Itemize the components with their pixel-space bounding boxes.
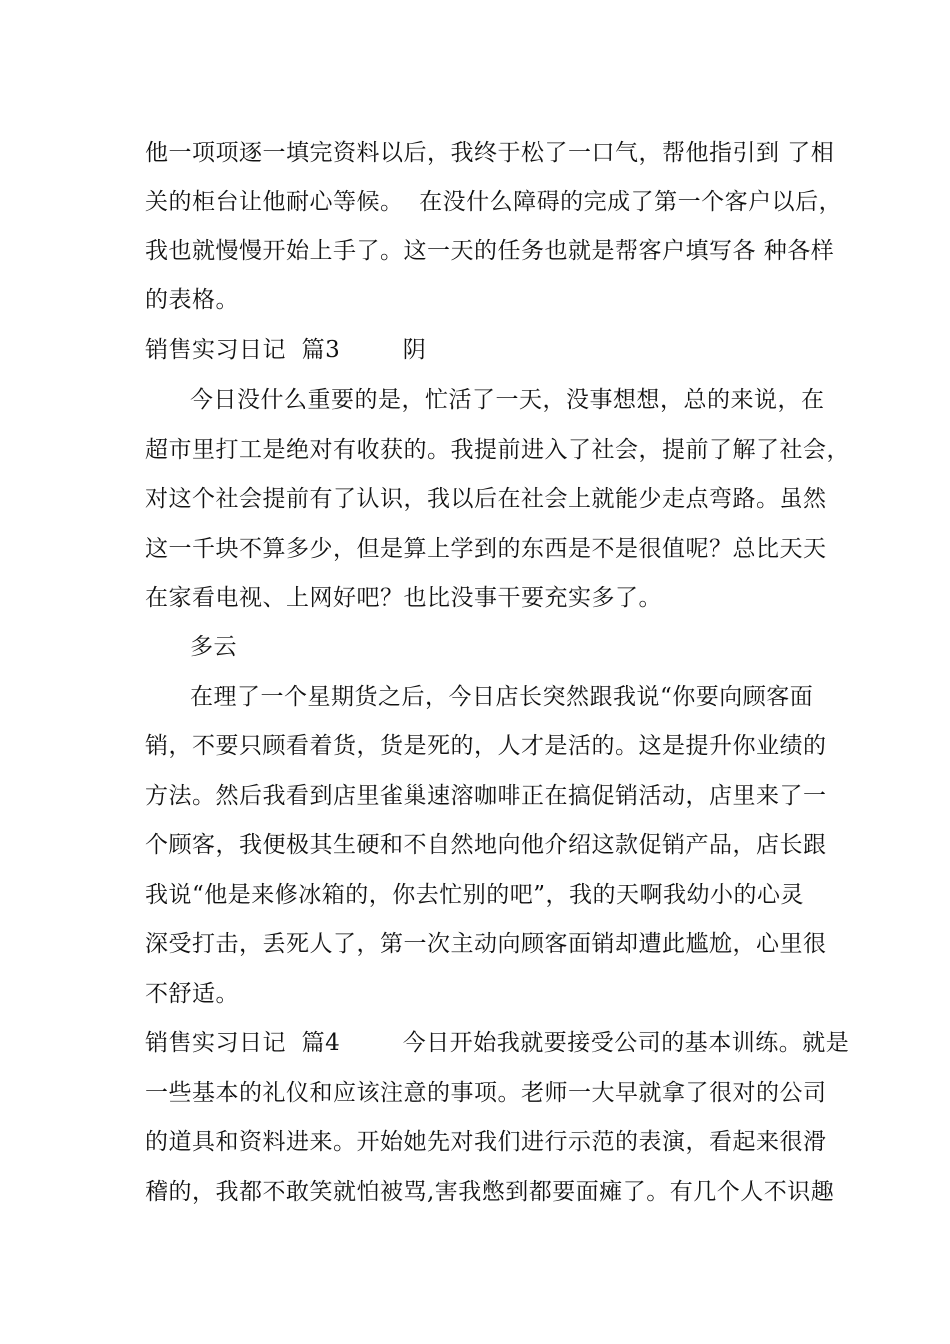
- text-line: 稽的，我都不敢笑就怕被骂,害我憋到都要面瘫了。有几个人不识趣: [145, 1179, 835, 1205]
- text-line: 在家看电视、上网好吧？也比没事干要充实多了。: [145, 585, 662, 611]
- weather-label: 多云: [190, 634, 237, 660]
- section-heading: 销售实习日记 篇3 阴: [145, 337, 427, 363]
- text-line: 的道具和资料进来。开始她先对我们进行示范的表演，看起来很滑: [145, 1129, 827, 1155]
- text-line: 销，不要只顾看着货，货是死的，人才是活的。这是提升你业绩的: [145, 733, 827, 759]
- text-line: 我也就慢慢开始上手了。这一天的任务也就是帮客户填写各 种各样: [145, 238, 835, 264]
- text-line: 深受打击，丢死人了，第一次主动向顾客面销却遭此尴尬，心里很: [145, 931, 827, 957]
- text-line: 的表格。: [145, 287, 239, 313]
- section-heading: 销售实习日记 篇4 今日开始我就要接受公司的基本训练。就是: [145, 1030, 850, 1056]
- text-line: 关的柜台让他耐心等候。 在没什么障碍的完成了第一个客户以后，: [145, 189, 843, 215]
- text-line: 今日没什么重要的是，忙活了一天，没事想想，总的来说，在: [190, 387, 825, 413]
- text-line: 不舒适。: [145, 981, 239, 1007]
- text-line: 对这个社会提前有了认识，我以后在社会上就能少走点弯路。虽然: [145, 486, 827, 512]
- text-line: 超市里打工是绝对有收获的。我提前进入了社会，提前了解了社会，: [145, 437, 850, 463]
- text-line: 方法。然后我看到店里雀巢速溶咖啡正在搞促销活动，店里来了一: [145, 783, 827, 809]
- text-line: 我说“他是来修冰箱的，你去忙别的吧”，我的天啊我幼小的心灵: [145, 882, 805, 908]
- text-line: 他一项项逐一填完资料以后，我终于松了一口气，帮他指引到 了相: [145, 140, 835, 166]
- text-line: 一些基本的礼仪和应该注意的事项。老师一大早就拿了很对的公司: [145, 1080, 827, 1106]
- text-line: 个顾客，我便极其生硬和不自然地向他介绍这款促销产品，店长跟: [145, 832, 827, 858]
- text-line: 在理了一个星期货之后，今日店长突然跟我说“你要向顾客面: [190, 684, 814, 710]
- text-line: 这一千块不算多少，但是算上学到的东西是不是很值呢？总比天天: [145, 536, 827, 562]
